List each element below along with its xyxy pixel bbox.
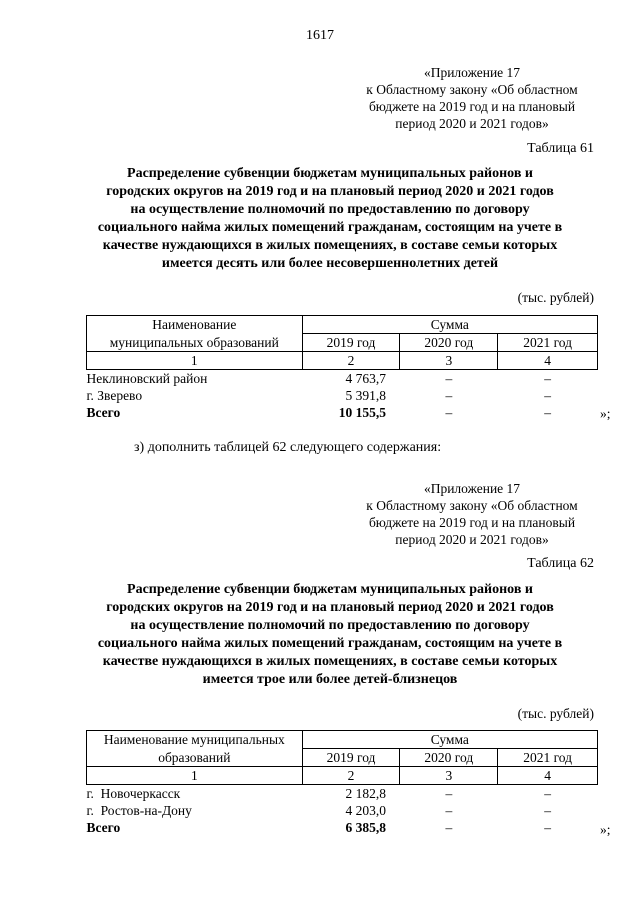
column-number: 1: [87, 767, 303, 785]
total-value-2021: –: [544, 405, 551, 420]
row-value-2019: 4 763,7: [345, 371, 386, 386]
title-line: социального найма жилых помещений гражданам, состоящим на учете в: [97, 636, 563, 651]
appendix-line: «Приложение 17: [423, 65, 521, 80]
table-header-row: [87, 731, 598, 749]
total-value-2019: 6 385,8: [345, 820, 386, 835]
row-value-2021: –: [544, 786, 551, 801]
appendix-line: к Областному закону «Об областном: [366, 82, 578, 97]
appendix-heading-62: [342, 480, 602, 548]
row-value-2021: –: [544, 371, 551, 386]
appendix-line: бюджете на 2019 год и на плановый: [368, 515, 576, 530]
row-name: г. Ростов-на-Дону: [86, 803, 192, 818]
unit-label: (тыс. рублей): [517, 290, 594, 305]
title-line: качестве нуждающихся в жилых помещениях, в составе семьи которых: [102, 238, 558, 253]
table-row: [87, 785, 598, 803]
header-year: 2019 год: [302, 334, 400, 352]
appendix-line: к Областному закону «Об областном: [366, 498, 578, 513]
row-value-2019: 2 182,8: [345, 786, 386, 801]
row-value-2020: –: [445, 786, 453, 801]
row-value-2020: –: [445, 388, 453, 403]
column-number: 1: [87, 352, 303, 370]
row-value-2020: –: [445, 371, 453, 386]
appendix-line: бюджете на 2019 год и на плановый: [368, 99, 576, 114]
table-number-row: [87, 352, 598, 370]
title-line: имеется трое или более детей-близнецов: [202, 672, 458, 687]
total-label: Всего: [86, 405, 121, 420]
column-number: 2: [302, 767, 400, 785]
appendix-heading-61: [342, 64, 602, 132]
row-name: г. Зверево: [86, 388, 143, 403]
column-number: 4: [498, 352, 598, 370]
unit-label: (тыс. рублей): [517, 706, 594, 721]
row-value-2019: 5 391,8: [345, 388, 386, 403]
total-value-2020: –: [445, 405, 453, 420]
total-label: Всего: [86, 820, 121, 835]
amendment-paragraph: з) дополнить таблицей 62 следующего содержания:: [134, 440, 442, 455]
title-line: на осуществление полномочий по предоставлению по договору: [130, 202, 530, 217]
table-header-row: [87, 749, 598, 767]
header-year: 2021 год: [498, 334, 598, 352]
header-year: 2021 год: [498, 749, 598, 767]
table-row: [87, 370, 598, 388]
header-sum: Сумма: [302, 316, 597, 334]
title-line: социального найма жилых помещений гражданам, состоящим на учете в: [97, 220, 563, 235]
header-year: 2020 год: [400, 334, 498, 352]
table-row: [87, 387, 598, 404]
table-row: [87, 802, 598, 819]
table-62: [86, 730, 598, 836]
title-line: Распределение субвенции бюджетам муниципальных районов и: [127, 166, 533, 181]
column-number: 4: [498, 767, 598, 785]
title-line: на осуществление полномочий по предоставлению по договору: [130, 618, 530, 633]
appendix-line: период 2020 и 2021 годов»: [395, 532, 549, 547]
header-name: Наименование муниципальных: [87, 731, 303, 749]
header-name: образований: [87, 749, 303, 767]
column-number: 3: [400, 767, 498, 785]
total-value-2019: 10 155,5: [338, 405, 386, 420]
header-name: муниципальных образований: [87, 334, 303, 352]
appendix-line: период 2020 и 2021 годов»: [395, 116, 549, 131]
title-line: имеется десять или более несовершеннолетних детей: [161, 256, 499, 271]
column-number: 3: [400, 352, 498, 370]
title-line: городских округов на 2019 год и на плановый период 2020 и 2021 годов: [106, 184, 554, 199]
row-value-2021: –: [544, 388, 551, 403]
table-total-row: [87, 404, 598, 421]
row-name: г. Новочеркасск: [86, 786, 181, 801]
page-number: 1617: [306, 28, 334, 43]
closing-quote: »;: [600, 822, 611, 837]
header-year: 2019 год: [302, 749, 400, 767]
row-name: Неклиновский район: [86, 371, 208, 386]
header-name: Наименование: [87, 316, 303, 334]
table-number-row: [87, 767, 598, 785]
header-year: 2020 год: [400, 749, 498, 767]
row-value-2021: –: [544, 803, 551, 818]
appendix-line: «Приложение 17: [423, 481, 521, 496]
row-value-2020: –: [445, 803, 453, 818]
title-line: качестве нуждающихся в жилых помещениях, в составе семьи которых: [102, 654, 558, 669]
title-line: городских округов на 2019 год и на плановый период 2020 и 2021 годов: [106, 600, 554, 615]
table-label-61: Таблица 61: [527, 141, 594, 156]
table-total-row: [87, 819, 598, 836]
total-value-2021: –: [544, 820, 551, 835]
title-line: Распределение субвенции бюджетам муниципальных районов и: [127, 582, 533, 597]
table-title-62: [70, 581, 590, 689]
table-header-row: [87, 316, 598, 334]
table-header-row: [87, 334, 598, 352]
table-title-61: [70, 165, 590, 273]
table-label-62: Таблица 62: [527, 556, 594, 571]
table-61: [86, 315, 598, 421]
total-value-2020: –: [445, 820, 453, 835]
header-sum: Сумма: [302, 731, 597, 749]
column-number: 2: [302, 352, 400, 370]
closing-quote: »;: [600, 406, 611, 421]
row-value-2019: 4 203,0: [345, 803, 386, 818]
